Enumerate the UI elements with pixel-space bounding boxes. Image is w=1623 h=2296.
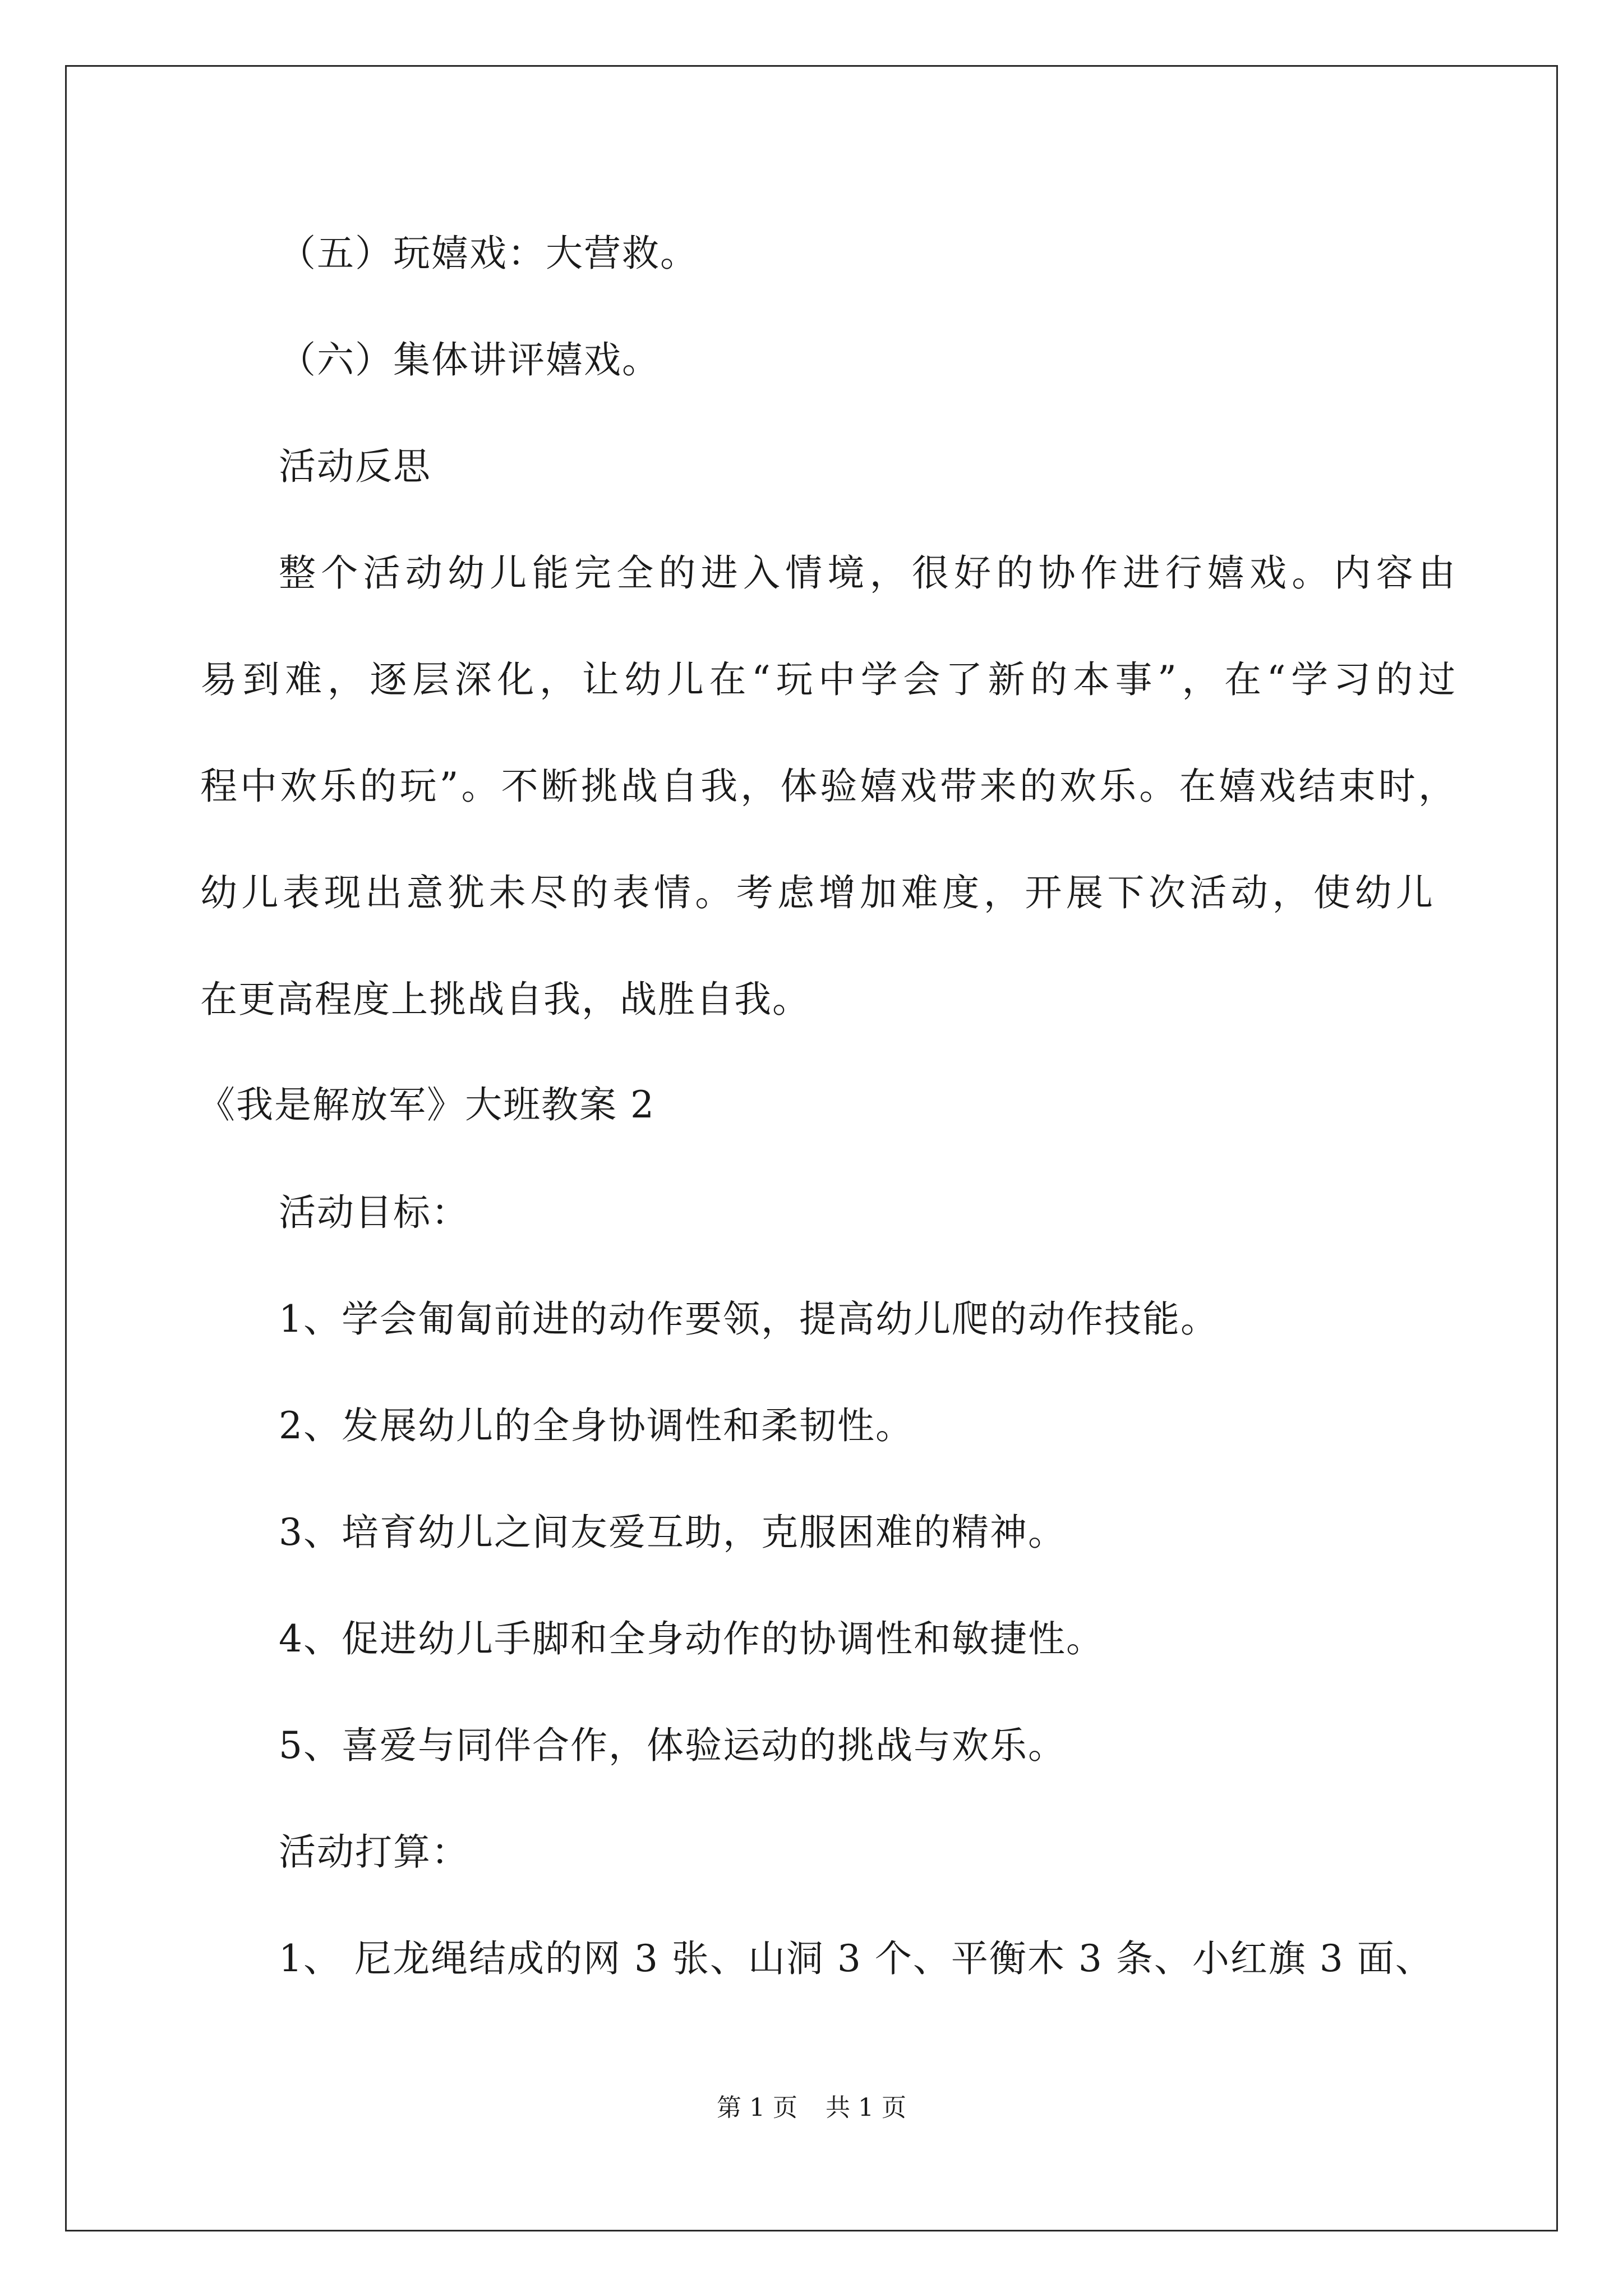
section-heading-game: （五）玩嬉戏：大营救。	[279, 232, 698, 275]
page-footer	[0, 2092, 1623, 2124]
heading-objectives: 活动目标：	[279, 1191, 469, 1234]
page-border	[65, 65, 1558, 2231]
document-subtitle: 《我是解放军》大班教案 2	[198, 1083, 655, 1126]
section-heading-review: （六）集体讲评嬉戏。	[279, 338, 660, 381]
list-item: 2、发展幼儿的全身协调性和柔韧性。	[279, 1404, 914, 1447]
list-item: 3、培育幼儿之间友爱互助，克服困难的精神。	[279, 1511, 1066, 1554]
paragraph-line: 程中欢乐的玩”。不断挑战自我，体验嬉戏带来的欢乐。在嬉戏结束时，	[200, 765, 1456, 808]
list-item: 1、学会匍匐前进的动作要领，提高幼儿爬的动作技能。	[279, 1297, 1219, 1341]
heading-reflection: 活动反思	[279, 445, 431, 488]
paragraph-line: 易到难，逐层深化，让幼儿在“玩中学会了新的本事”，在“学习的过	[200, 658, 1456, 701]
heading-preparation: 活动打算：	[279, 1830, 469, 1874]
paragraph-line: 幼儿表现出意犹未尽的表情。考虑增加难度，开展下次活动，使幼儿	[200, 871, 1434, 914]
page-total: 共 1 页	[826, 2093, 906, 2122]
paragraph-line: 在更高程度上挑战自我，战胜自我。	[200, 978, 810, 1021]
page-number: 第 1 页	[717, 2093, 797, 2122]
list-item: 1、 尼龙绳结成的网 3 张、山洞 3 个、平衡木 3 条、小红旗 3 面、	[279, 1937, 1433, 1980]
list-item: 5、喜爱与同伴合作，体验运动的挑战与欢乐。	[279, 1724, 1066, 1767]
paragraph-line: 整个活动幼儿能完全的进入情境，很好的协作进行嬉戏。内容由	[279, 551, 1456, 595]
list-item: 4、促进幼儿手脚和全身动作的协调性和敏捷性。	[279, 1617, 1104, 1660]
